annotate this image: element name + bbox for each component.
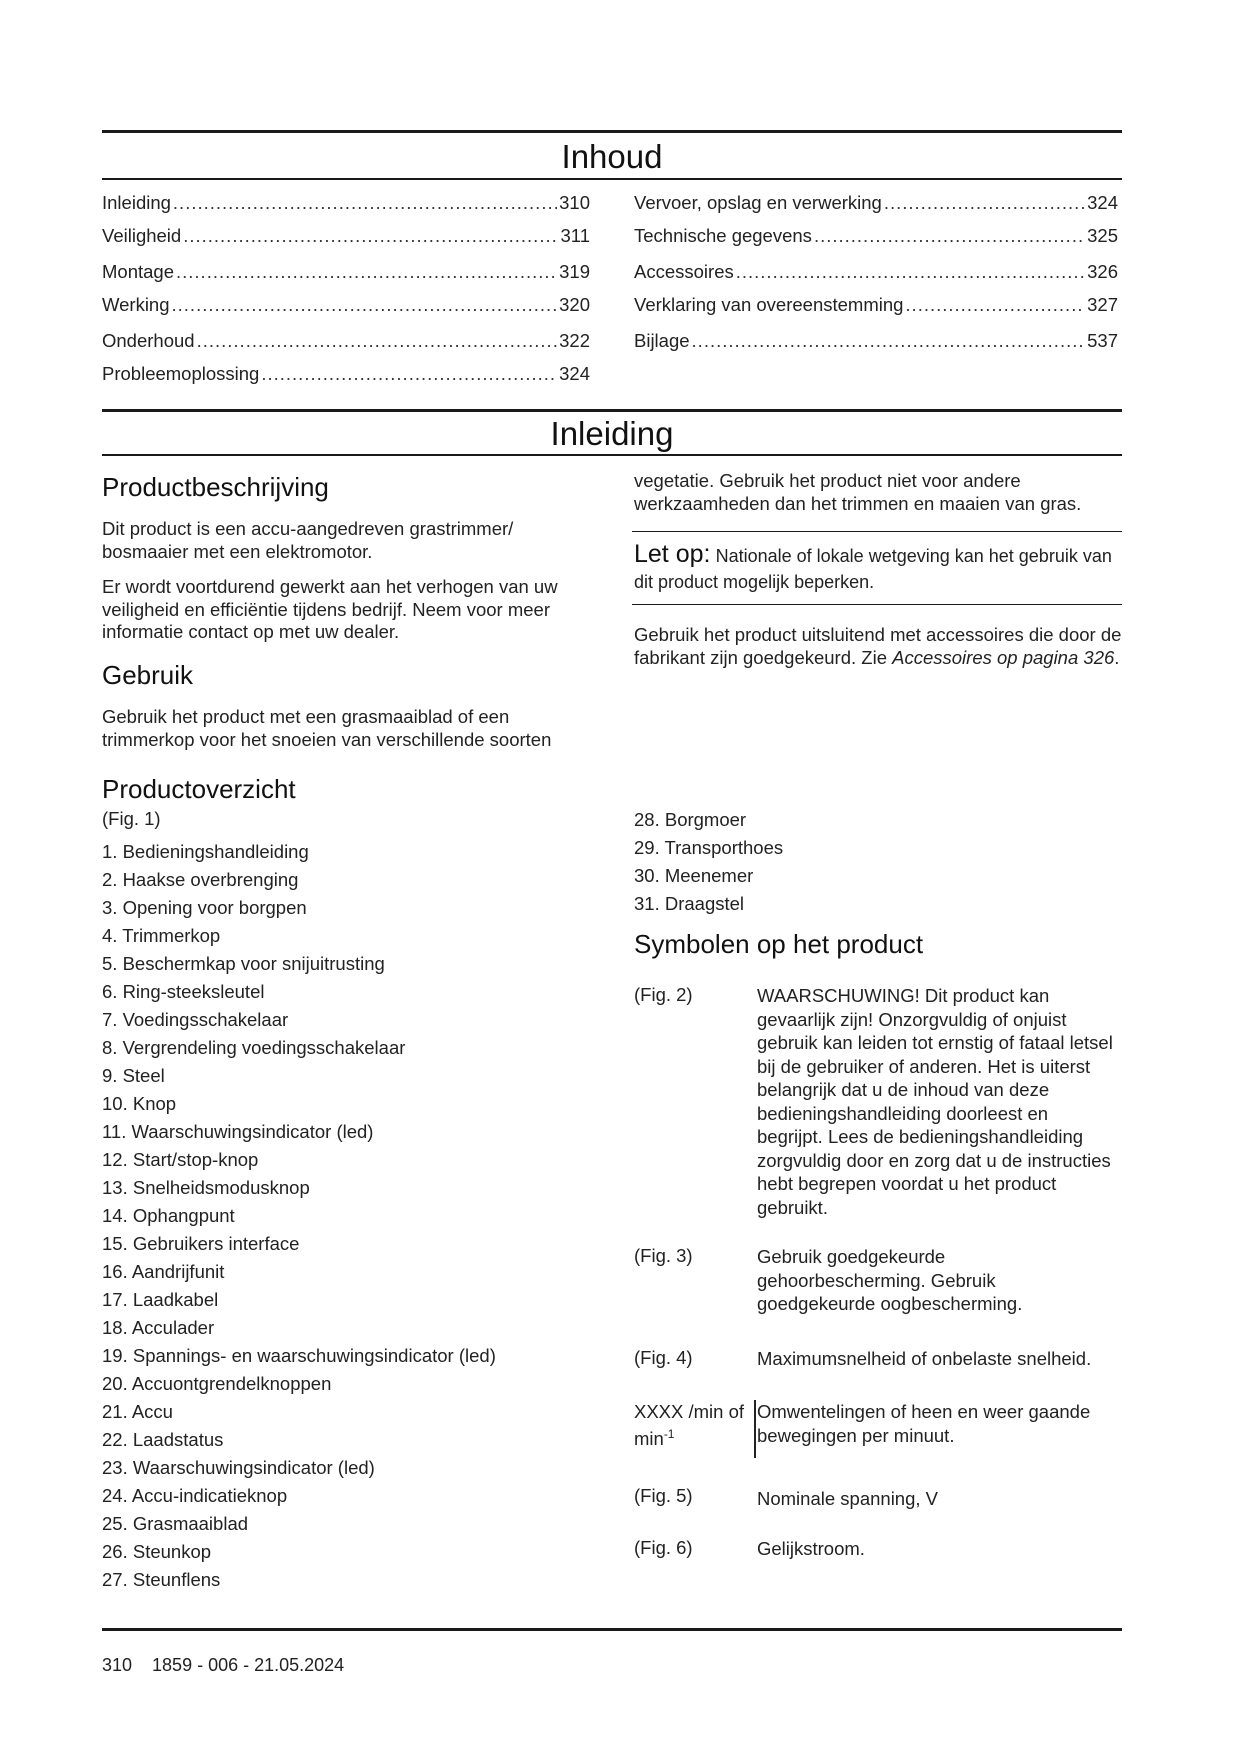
symbol-label-line: XXXX /min of: [634, 1401, 745, 1422]
overview-list-right: [634, 806, 783, 918]
toc-entry-label: Verklaring van overeenstemming: [634, 294, 904, 315]
overview-list-left: [102, 838, 496, 1594]
toc-entry-label: Onderhoud: [102, 330, 195, 351]
toc-entry-page: 320: [559, 294, 590, 315]
product-description-paragraph: Er wordt voortdurend gewerkt aan het verhogen van uw veiligheid en efficiëntie tijdens bedrijf. Neem voor meer informatie contact op met uw dealer.: [102, 576, 558, 642]
list-item: 12. Start/stop-knop: [102, 1149, 259, 1170]
list-item: 10. Knop: [102, 1093, 177, 1114]
toc-entry-label: Technische gegevens: [634, 225, 812, 246]
list-item: 29. Transporthoes: [634, 837, 784, 858]
toc-entry[interactable]: [102, 330, 590, 352]
list-item: 15. Gebruikers interface: [102, 1233, 300, 1254]
toc-title: Inhoud: [561, 138, 663, 175]
symbol-label: (Fig. 5): [634, 1485, 693, 1506]
symbol-label: (Fig. 2): [634, 984, 693, 1005]
toc-entry-page: 327: [1087, 294, 1118, 315]
note-box: [634, 542, 1120, 595]
note-label: Let op:: [634, 540, 711, 568]
note-text: Nationale of lokale wetgeving kan het gebruik van dit product mogelijk beperken.: [634, 546, 1112, 592]
list-item: 30. Meenemer: [634, 865, 754, 886]
toc-entry-page: 537: [1087, 330, 1118, 351]
symbol-description: WAARSCHUWING! Dit product kan gevaarlijk zijn! Onzorgvuldig of onjuist gebruik kan leiden tot ernstig of fataal letsel bij de gebruiker of anderen. Het is uiterst belangrijk dat u de inhoud van deze bedieningshandleiding doorleest en begrijpt. Lees de bedieningshandleiding zorgvuldig door en zorg dat u de instructies hebt begrepen voordat u het product gebruikt.: [757, 985, 1113, 1218]
toc-entry-page: 324: [559, 363, 590, 384]
symbol-description: Nominale spanning, V: [757, 1488, 938, 1509]
toc-leader: [261, 363, 557, 385]
list-item: 14. Ophangpunt: [102, 1205, 235, 1226]
toc-leader: [905, 294, 1085, 316]
accessories-end: .: [1114, 646, 1120, 668]
list-item: 24. Accu-indicatieknop: [102, 1485, 288, 1506]
toc-leader: [884, 192, 1085, 214]
toc-entry-label: Inleiding: [102, 192, 171, 213]
toc-entry-label: Werking: [102, 294, 170, 315]
toc-entry[interactable]: [634, 192, 1118, 214]
usage-heading: Gebruik: [102, 660, 194, 690]
toc-top-rule: [102, 130, 1122, 133]
toc-entry[interactable]: [634, 225, 1118, 247]
toc-entry-page: 310: [559, 192, 590, 213]
toc-entry-page: 326: [1087, 261, 1118, 282]
toc-entry-label: Veiligheid: [102, 225, 182, 246]
list-item: 18. Acculader: [102, 1317, 215, 1338]
toc-entry-page: 319: [559, 261, 590, 282]
toc-entry-page: 325: [1087, 225, 1118, 246]
figure-reference: (Fig. 1): [102, 808, 161, 829]
list-item: 26. Steunkop: [102, 1541, 212, 1562]
toc-entry[interactable]: [102, 294, 590, 316]
usage-paragraph-continued: vegetatie. Gebruik het product niet voor andere werkzaamheden dan het trimmen en maaien van gras.: [634, 470, 1082, 514]
symbol-label-unit: min: [634, 1428, 664, 1450]
list-item: 21. Accu: [102, 1401, 173, 1422]
list-item: 19. Spannings- en waarschuwingsindicator (led): [102, 1345, 496, 1366]
toc-title-rule: [102, 178, 1122, 180]
product-description-paragraph: Dit product is een accu-aangedreven grastrimmer/ bosmaaier met een elektromotor.: [102, 518, 514, 562]
toc-leader: [183, 225, 558, 247]
toc-entry-label: Probleemoplossing: [102, 363, 260, 384]
accessories-link[interactable]: Accessoires op pagina 326: [892, 646, 1115, 668]
accessories-paragraph: [634, 624, 1124, 669]
list-item: 22. Laadstatus: [102, 1429, 224, 1450]
toc-entry-page: 322: [559, 330, 590, 351]
toc-entry[interactable]: [102, 363, 590, 385]
list-item: 20. Accuontgrendelknoppen: [102, 1373, 332, 1394]
toc-leader: [172, 294, 558, 316]
symbol-divider: [754, 1400, 756, 1458]
toc-entry-label: Vervoer, opslag en verwerking: [634, 192, 882, 213]
list-item: 27. Steunflens: [102, 1569, 221, 1590]
symbol-label: [634, 1400, 744, 1450]
list-item: 17. Laadkabel: [102, 1289, 219, 1310]
intro-title-rule: [102, 454, 1122, 456]
list-item: 9. Steel: [102, 1065, 165, 1086]
list-item: 28. Borgmoer: [634, 809, 747, 830]
list-item: 5. Beschermkap voor snijuitrusting: [102, 953, 385, 974]
symbol-description: Gebruik goedgekeurde gehoorbescherming. Gebruik goedgekeurde oogbescherming.: [757, 1246, 1023, 1314]
usage-paragraph: Gebruik het product met een grasmaaiblad of een trimmerkop voor het snoeien van verschillende soorten: [102, 706, 552, 750]
intro-title: Inleiding: [550, 415, 674, 452]
product-overview-heading: Productoverzicht: [102, 774, 296, 804]
note-top-rule: [632, 531, 1122, 532]
list-item: 13. Snelheidsmodusknop: [102, 1177, 310, 1198]
list-item: 1. Bedieningshandleiding: [102, 841, 309, 862]
footer-rule: [102, 1628, 1122, 1631]
symbol-description: Maximumsnelheid of onbelaste snelheid.: [757, 1348, 1092, 1369]
toc-entry[interactable]: [634, 294, 1118, 316]
page-footer: 310 1859 - 006 - 21.05.2024: [102, 1655, 345, 1675]
toc-entry[interactable]: [634, 330, 1118, 352]
toc-entry-label: Montage: [102, 261, 174, 282]
toc-entry-label: Bijlage: [634, 330, 690, 351]
list-item: 2. Haakse overbrenging: [102, 869, 299, 890]
product-description-heading: Productbeschrijving: [102, 472, 329, 502]
list-item: 31. Draagstel: [634, 893, 745, 914]
list-item: 23. Waarschuwingsindicator (led): [102, 1457, 375, 1478]
list-item: 4. Trimmerkop: [102, 925, 221, 946]
accessories-text: Gebruik het product uitsluitend met accessoires die door de fabrikant zijn goedgekeurd. Zie: [634, 624, 1122, 668]
toc-entry-page: 324: [1087, 192, 1118, 213]
toc-leader: [814, 225, 1085, 247]
symbols-heading: Symbolen op het product: [634, 929, 924, 959]
toc-entry[interactable]: [634, 261, 1118, 283]
toc-leader: [692, 330, 1086, 352]
toc-leader: [197, 330, 558, 352]
symbol-label: (Fig. 6): [634, 1537, 693, 1558]
toc-entry[interactable]: [102, 192, 590, 214]
symbol-description: Omwentelingen of heen en weer gaande bewegingen per minuut.: [757, 1401, 1091, 1446]
list-item: 11. Waarschuwingsindicator (led): [102, 1121, 374, 1142]
symbol-label: (Fig. 4): [634, 1347, 693, 1368]
list-item: 7. Voedingsschakelaar: [102, 1009, 289, 1030]
list-item: 16. Aandrijfunit: [102, 1261, 225, 1282]
intro-top-rule: [102, 409, 1122, 412]
toc-leader: [736, 261, 1085, 283]
list-item: 8. Vergrendeling voedingsschakelaar: [102, 1037, 406, 1058]
toc-entry[interactable]: [102, 225, 590, 247]
toc-leader: [176, 261, 557, 283]
toc-leader: [173, 192, 557, 214]
symbol-label-exponent: -1: [663, 1427, 675, 1441]
toc-entry[interactable]: [102, 261, 590, 283]
list-item: 6. Ring-steeksleutel: [102, 981, 265, 1002]
list-item: 3. Opening voor borgpen: [102, 897, 307, 918]
list-item: 25. Grasmaaiblad: [102, 1513, 249, 1534]
symbol-label: (Fig. 3): [634, 1245, 693, 1266]
note-bottom-rule: [632, 604, 1122, 605]
symbol-description: Gelijkstroom.: [757, 1538, 865, 1559]
toc-entry-label: Accessoires: [634, 261, 734, 282]
toc-entry-page: 311: [560, 225, 590, 246]
